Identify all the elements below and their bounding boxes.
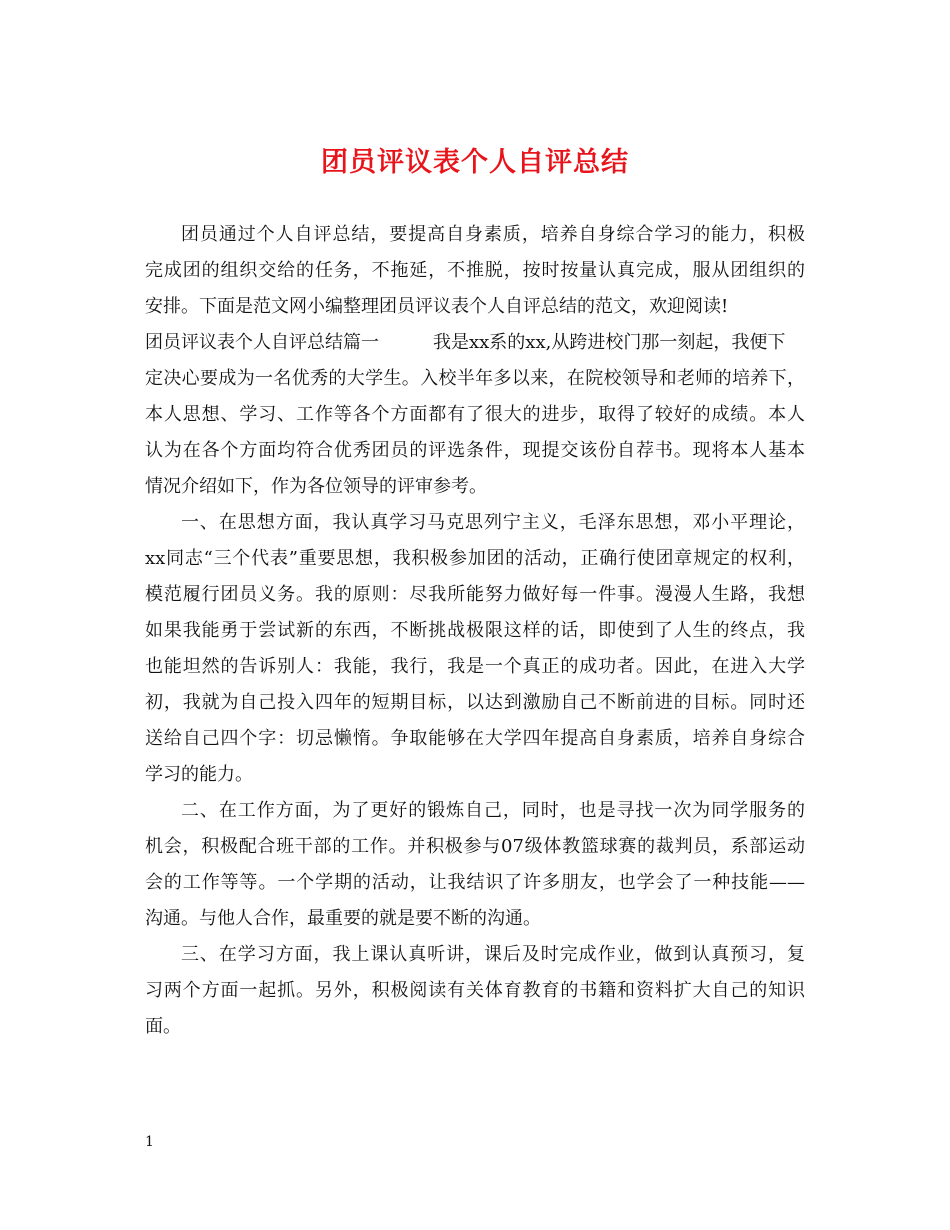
paragraph-line: 沟通。与他人合作，最重要的就是要不断的沟通。 bbox=[145, 908, 541, 929]
paragraph-line: 情况介绍如下，作为各位领导的评审参考。 bbox=[145, 476, 487, 497]
paragraph-line: 会的工作等等。一个学期的活动，让我结识了许多朋友，也学会了一种技能—— bbox=[145, 872, 805, 893]
paragraph-line-with-heading bbox=[145, 325, 805, 361]
document-title: 团员评议表个人自评总结 bbox=[321, 147, 629, 178]
paragraph-text: 我是xx系的xx,从跨进校门那一刻起，我便下 bbox=[433, 332, 786, 353]
document-body bbox=[145, 217, 805, 1045]
paragraph-line: 面。 bbox=[145, 1016, 181, 1037]
paragraph-line: 完成团的组织交给的任务，不拖延，不推脱，按时按量认真完成，服从团组织的 bbox=[145, 260, 805, 281]
paragraph-line: 定决心要成为一名优秀的大学生。入校半年多以来，在院校领导和老师的培养下， bbox=[145, 368, 805, 389]
paragraph-line: 模范履行团员义务。我的原则：尽我所能努力做好每一件事。漫漫人生路，我想 bbox=[145, 584, 805, 605]
paragraph-line: 习两个方面一起抓。另外，积极阅读有关体育教育的书籍和资料扩大自己的知识 bbox=[145, 980, 805, 1001]
paragraph-line: 送给自己四个字：切忌懒惰。争取能够在大学四年提高自身素质，培养自身综合 bbox=[145, 728, 805, 749]
paragraph-line: 如果我能勇于尝试新的东西，不断挑战极限这样的话，即使到了人生的终点，我 bbox=[145, 620, 805, 641]
paragraph-line: 初，我就为自己投入四年的短期目标，以达到激励自己不断前进的目标。同时还 bbox=[145, 692, 805, 713]
paragraph-line: 也能坦然的告诉别人：我能，我行，我是一个真正的成功者。因此，在进入大学 bbox=[145, 656, 805, 677]
paragraph-line: 学习的能力。 bbox=[145, 764, 253, 785]
page-number: 1 bbox=[145, 1134, 154, 1150]
paragraph-line: 二、在工作方面，为了更好的锻炼自己，同时，也是寻找一次为同学服务的 bbox=[181, 800, 805, 821]
paragraph-line: 认为在各个方面均符合优秀团员的评选条件，现提交该份自荐书。现将本人基本 bbox=[145, 440, 805, 461]
paragraph-line: 团员通过个人自评总结，要提高自身素质，培养自身综合学习的能力，积极 bbox=[181, 224, 805, 245]
paragraph-line: xx同志“三个代表”重要思想，我积极参加团的活动，正确行使团章规定的权利， bbox=[145, 548, 805, 569]
paragraph-line: 安排。下面是范文网小编整理团员评议表个人自评总结的范文，欢迎阅读! bbox=[145, 296, 729, 317]
paragraph-line: 机会，积极配合班干部的工作。并积极参与07级体教篮球赛的裁判员，系部运动 bbox=[145, 836, 805, 857]
paragraph-line: 三、在学习方面，我上课认真听讲，课后及时完成作业，做到认真预习，复 bbox=[181, 944, 805, 965]
paragraph-line: 本人思想、学习、工作等各个方面都有了很大的进步，取得了较好的成绩。本人 bbox=[145, 404, 805, 425]
section-heading: 团员评议表个人自评总结篇一 bbox=[145, 332, 379, 353]
paragraph-line: 一、在思想方面，我认真学习马克思列宁主义，毛泽东思想，邓小平理论， bbox=[181, 512, 805, 533]
